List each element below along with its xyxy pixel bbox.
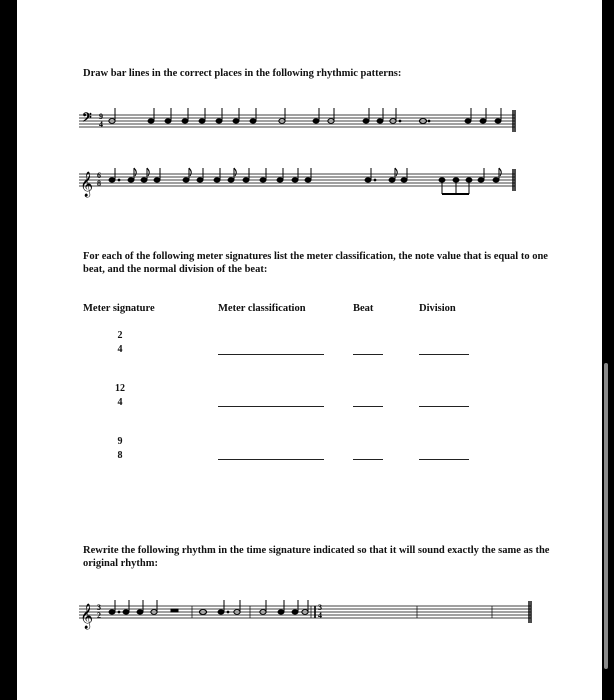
beat-answer-line[interactable] (353, 406, 383, 407)
time-sig-bottom: 8 (97, 179, 101, 188)
header-beat: Beat (353, 303, 374, 314)
meter-bottom: 8 (117, 450, 123, 461)
division-answer-line[interactable] (419, 406, 469, 407)
meter-top: 9 (117, 436, 123, 447)
treble-clef-icon: 𝄞 (80, 172, 94, 197)
header-division: Division (419, 303, 456, 314)
time-sig-bottom: 4 (99, 120, 103, 129)
q2-prompt: For each of the following meter signatures list the meter classification, the note value that is equal to one beat, and the normal division of the beat: (83, 251, 548, 275)
division-answer-line[interactable] (419, 459, 469, 460)
time-sig-bottom: 2 (97, 611, 101, 620)
rhythm-staff-1 (79, 104, 539, 138)
time-sig-top: 3 (97, 603, 101, 612)
time-sig-top: 9 (99, 112, 103, 121)
classification-answer-line[interactable] (218, 406, 324, 407)
meter-bottom: 4 (117, 397, 123, 408)
rhythm-staff-2 (79, 164, 539, 200)
meter-bottom: 4 (117, 344, 123, 355)
q1-prompt: Draw bar lines in the correct places in the following rhythmic patterns: (83, 68, 402, 79)
q3-prompt: Rewrite the following rhythm in the time signature indicated so that it will sound exactly the same as the original rhythm: (83, 545, 550, 569)
classification-answer-line[interactable] (218, 354, 324, 355)
new-time-sig-top: 3 (318, 603, 322, 612)
header-meter-signature: Meter signature (83, 303, 155, 314)
meter-top: 12 (115, 383, 125, 394)
scrollbar[interactable] (604, 363, 608, 669)
classification-answer-line[interactable] (218, 459, 324, 460)
treble-clef-icon: 𝄞 (80, 604, 94, 629)
header-meter-classification: Meter classification (218, 303, 306, 314)
rhythm-staff-3 (79, 596, 549, 632)
meter-top: 2 (117, 330, 123, 341)
division-answer-line[interactable] (419, 354, 469, 355)
beat-answer-line[interactable] (353, 354, 383, 355)
staff-2-notes (109, 168, 501, 194)
beat-answer-line[interactable] (353, 459, 383, 460)
worksheet-page (17, 0, 602, 700)
bass-clef-icon: 𝄢 (82, 110, 92, 128)
new-time-sig-bottom: 4 (318, 611, 322, 620)
time-sig-top: 6 (97, 171, 101, 180)
